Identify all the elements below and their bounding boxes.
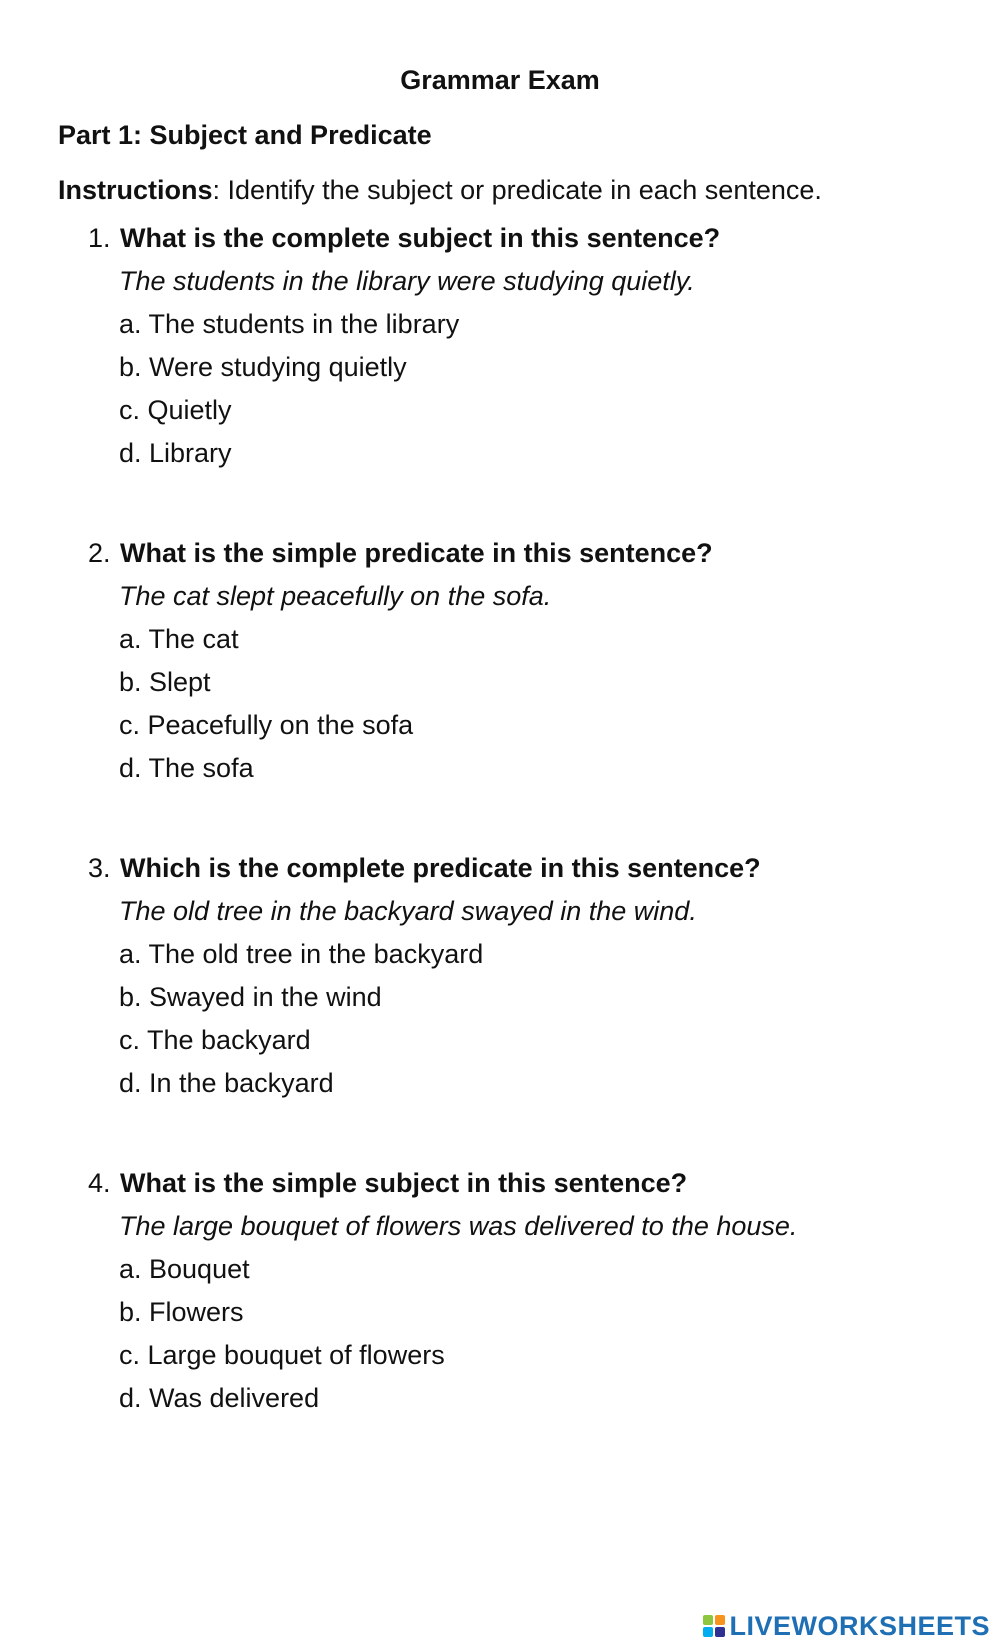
question-text: What is the complete subject in this sentence? [120,223,721,253]
question-4 [88,1165,968,1423]
answer-options [88,1251,968,1423]
page-title: Grammar Exam [400,65,600,95]
question-text: What is the simple subject in this sentence? [120,1168,688,1198]
question-3 [88,850,968,1108]
option-b[interactable]: b. Were studying quietly [119,352,407,382]
question-number: 1. [88,223,111,253]
instructions-text: : Identify the subject or predicate in each sentence. [212,175,822,205]
option-b[interactable]: b. Flowers [119,1297,244,1327]
option-d[interactable]: d. Was delivered [119,1383,320,1413]
answer-options [88,936,968,1108]
instructions-label: Instructions [58,175,213,205]
question-line [88,850,968,893]
option-b[interactable]: b. Slept [119,667,211,697]
liveworksheets-logo [703,1611,990,1641]
option-c[interactable]: c. Large bouquet of flowers [119,1340,445,1370]
question-line [88,535,968,578]
question-number: 3. [88,853,111,883]
option-a[interactable]: a. The cat [119,624,239,654]
option-b[interactable]: b. Swayed in the wind [119,982,382,1012]
option-c[interactable]: c. Peacefully on the sofa [119,710,414,740]
option-c[interactable]: c. Quietly [119,395,232,425]
question-text: Which is the complete predicate in this sentence? [120,853,761,883]
answer-options [88,306,968,478]
logo-text: LIVEWORKSHEETS [729,1611,990,1641]
example-sentence: The large bouquet of flowers was delivered to the house. [119,1211,798,1241]
question-number: 2. [88,538,111,568]
option-d[interactable]: d. In the backyard [119,1068,334,1098]
question-2 [88,535,968,793]
question-text: What is the simple predicate in this sentence? [120,538,713,568]
part-heading: Part 1: Subject and Predicate [58,120,432,150]
option-a[interactable]: a. The students in the library [119,309,460,339]
question-line [88,220,968,263]
liveworksheets-logo-icon [703,1615,725,1637]
option-d[interactable]: d. Library [119,438,232,468]
question-number: 4. [88,1168,111,1198]
question-line [88,1165,968,1208]
question-1 [88,220,968,478]
option-c[interactable]: c. The backyard [119,1025,311,1055]
instructions [58,172,822,208]
option-a[interactable]: a. The old tree in the backyard [119,939,484,969]
option-a[interactable]: a. Bouquet [119,1254,250,1284]
answer-options [88,621,968,793]
example-sentence: The students in the library were studying quietly. [119,266,695,296]
example-sentence: The old tree in the backyard swayed in the wind. [119,896,697,926]
option-d[interactable]: d. The sofa [119,753,254,783]
example-sentence: The cat slept peacefully on the sofa. [119,581,552,611]
